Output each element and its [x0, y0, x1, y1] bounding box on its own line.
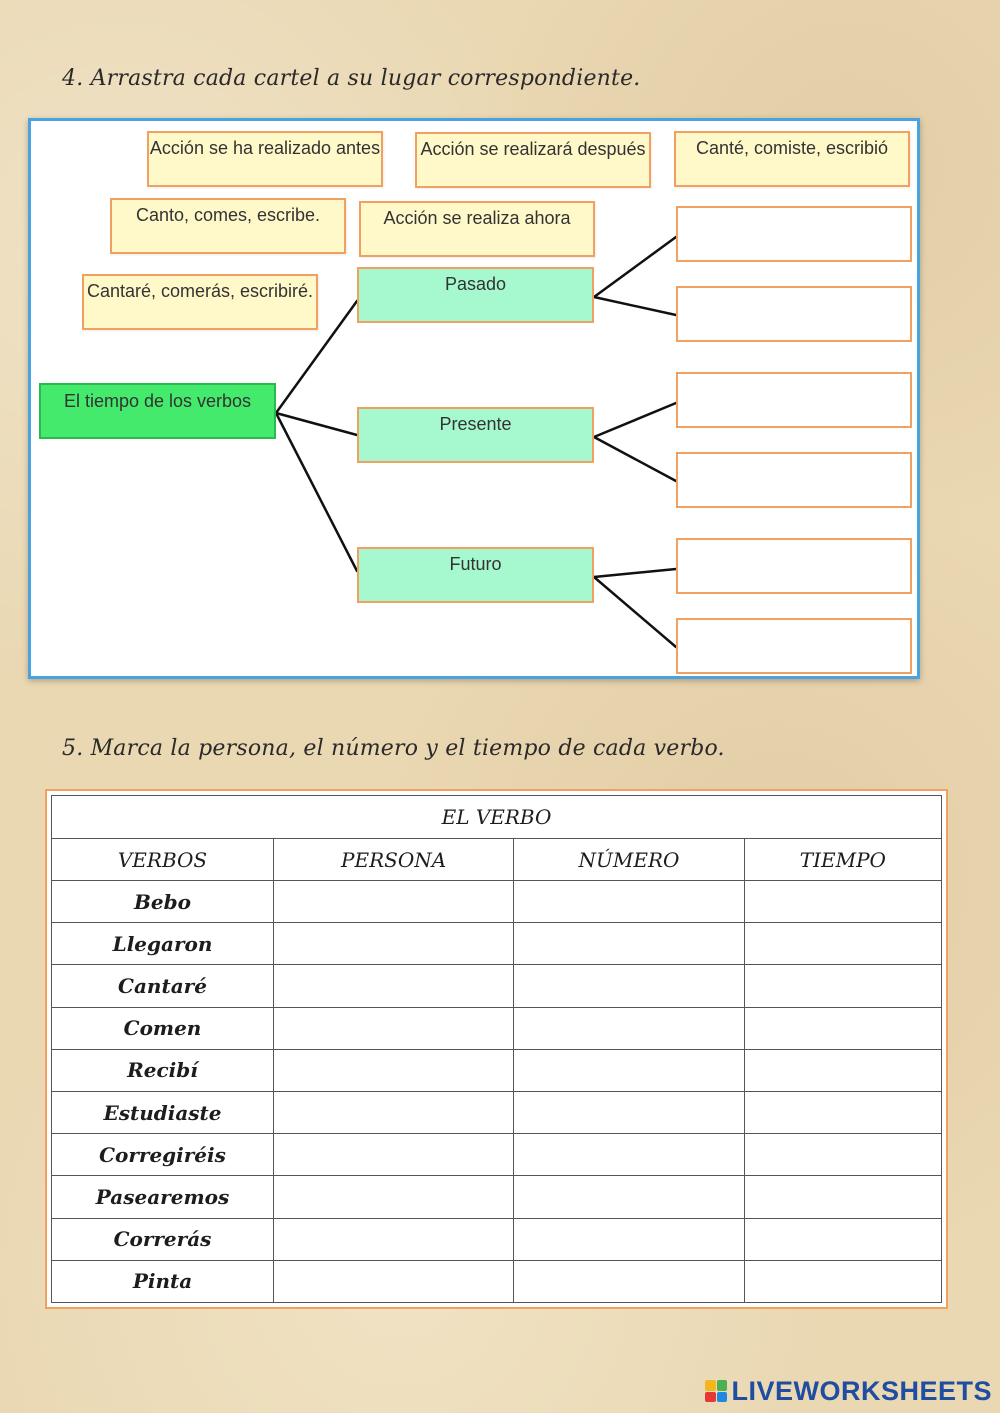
- drop-target[interactable]: [676, 618, 912, 674]
- answer-cell[interactable]: [744, 1260, 941, 1302]
- verb-cell: Correrás: [52, 1218, 274, 1260]
- drop-target[interactable]: [676, 538, 912, 594]
- answer-cell[interactable]: [274, 1176, 514, 1218]
- column-header: PERSONA: [274, 839, 514, 881]
- verb-table: [51, 795, 942, 1303]
- table-row: [52, 1007, 942, 1049]
- answer-cell[interactable]: [744, 1091, 941, 1133]
- table-row: [52, 1049, 942, 1091]
- answer-cell[interactable]: [744, 1049, 941, 1091]
- answer-cell[interactable]: [514, 1049, 745, 1091]
- connector-futuro-2: [594, 577, 676, 647]
- answer-cell[interactable]: [274, 1260, 514, 1302]
- connector-presente-2: [594, 437, 676, 481]
- answer-cell[interactable]: [744, 1007, 941, 1049]
- table-row: [52, 1176, 942, 1218]
- tense-node-presente: Presente: [357, 407, 594, 463]
- draggable-card[interactable]: Acción se realiza ahora: [359, 201, 595, 257]
- brand-name: LIVEWORKSHEETS: [731, 1375, 992, 1406]
- answer-cell[interactable]: [274, 1218, 514, 1260]
- column-header: VERBOS: [52, 839, 274, 881]
- connector-futuro-1: [594, 569, 676, 577]
- verb-cell: Estudiaste: [52, 1091, 274, 1133]
- logo-mark-icon: [705, 1380, 727, 1402]
- answer-cell[interactable]: [514, 1218, 745, 1260]
- answer-cell[interactable]: [514, 1176, 745, 1218]
- verb-cell: Comen: [52, 1007, 274, 1049]
- table-title: EL VERBO: [52, 796, 942, 839]
- tense-node-futuro: Futuro: [357, 547, 594, 603]
- answer-cell[interactable]: [274, 1049, 514, 1091]
- liveworksheets-logo: [705, 1374, 992, 1408]
- root-node: El tiempo de los verbos: [39, 383, 276, 439]
- verb-cell: Pasearemos: [52, 1176, 274, 1218]
- connector-root-presente: [276, 413, 357, 435]
- answer-cell[interactable]: [744, 1134, 941, 1176]
- verb-cell: Corregiréis: [52, 1134, 274, 1176]
- answer-cell[interactable]: [514, 1260, 745, 1302]
- exercise-4-heading: 4. Arrastra cada cartel a su lugar correspondiente.: [62, 66, 641, 91]
- draggable-card[interactable]: Canté, comiste, escribió: [674, 131, 910, 187]
- column-header: NÚMERO: [514, 839, 745, 881]
- logo-tile: [705, 1380, 716, 1391]
- drop-target[interactable]: [676, 286, 912, 342]
- table-row: [52, 1134, 942, 1176]
- answer-cell[interactable]: [514, 965, 745, 1007]
- answer-cell[interactable]: [744, 1218, 941, 1260]
- logo-tile: [717, 1392, 728, 1403]
- exercise-5-heading: 5. Marca la persona, el número y el tiempo de cada verbo.: [62, 736, 725, 761]
- column-header: TIEMPO: [744, 839, 941, 881]
- drop-target[interactable]: [676, 206, 912, 262]
- answer-cell[interactable]: [514, 923, 745, 965]
- answer-cell[interactable]: [274, 923, 514, 965]
- table-row: [52, 1091, 942, 1133]
- verb-cell: Cantaré: [52, 965, 274, 1007]
- table-row: [52, 923, 942, 965]
- draggable-card[interactable]: Acción se ha realizado antes: [147, 131, 383, 187]
- answer-cell[interactable]: [744, 1176, 941, 1218]
- connector-presente-1: [594, 403, 676, 437]
- answer-cell[interactable]: [514, 1134, 745, 1176]
- draggable-card[interactable]: Cantaré, comerás, escribiré.: [82, 274, 318, 330]
- drop-target[interactable]: [676, 372, 912, 428]
- answer-cell[interactable]: [744, 881, 941, 923]
- connector-pasado-2: [594, 297, 676, 315]
- table-row: [52, 1218, 942, 1260]
- connector-pasado-1: [594, 237, 676, 297]
- verb-cell: Recibí: [52, 1049, 274, 1091]
- verb-cell: Llegaron: [52, 923, 274, 965]
- draggable-card[interactable]: Acción se realizará después: [415, 132, 651, 188]
- logo-tile: [705, 1392, 716, 1403]
- answer-cell[interactable]: [274, 1007, 514, 1049]
- verb-cell: Pinta: [52, 1260, 274, 1302]
- answer-cell[interactable]: [274, 881, 514, 923]
- draggable-card[interactable]: Canto, comes, escribe.: [110, 198, 346, 254]
- answer-cell[interactable]: [514, 881, 745, 923]
- answer-cell[interactable]: [744, 965, 941, 1007]
- answer-cell[interactable]: [514, 1091, 745, 1133]
- table-row: [52, 965, 942, 1007]
- drop-target[interactable]: [676, 452, 912, 508]
- connector-root-futuro: [276, 413, 357, 571]
- verb-table-frame: [45, 789, 948, 1309]
- answer-cell[interactable]: [274, 1091, 514, 1133]
- concept-map-panel: [28, 118, 920, 679]
- tense-node-pasado: Pasado: [357, 267, 594, 323]
- logo-tile: [717, 1380, 728, 1391]
- answer-cell[interactable]: [744, 923, 941, 965]
- verb-cell: Bebo: [52, 881, 274, 923]
- table-row: [52, 881, 942, 923]
- table-row: [52, 1260, 942, 1302]
- answer-cell[interactable]: [274, 965, 514, 1007]
- answer-cell[interactable]: [274, 1134, 514, 1176]
- answer-cell[interactable]: [514, 1007, 745, 1049]
